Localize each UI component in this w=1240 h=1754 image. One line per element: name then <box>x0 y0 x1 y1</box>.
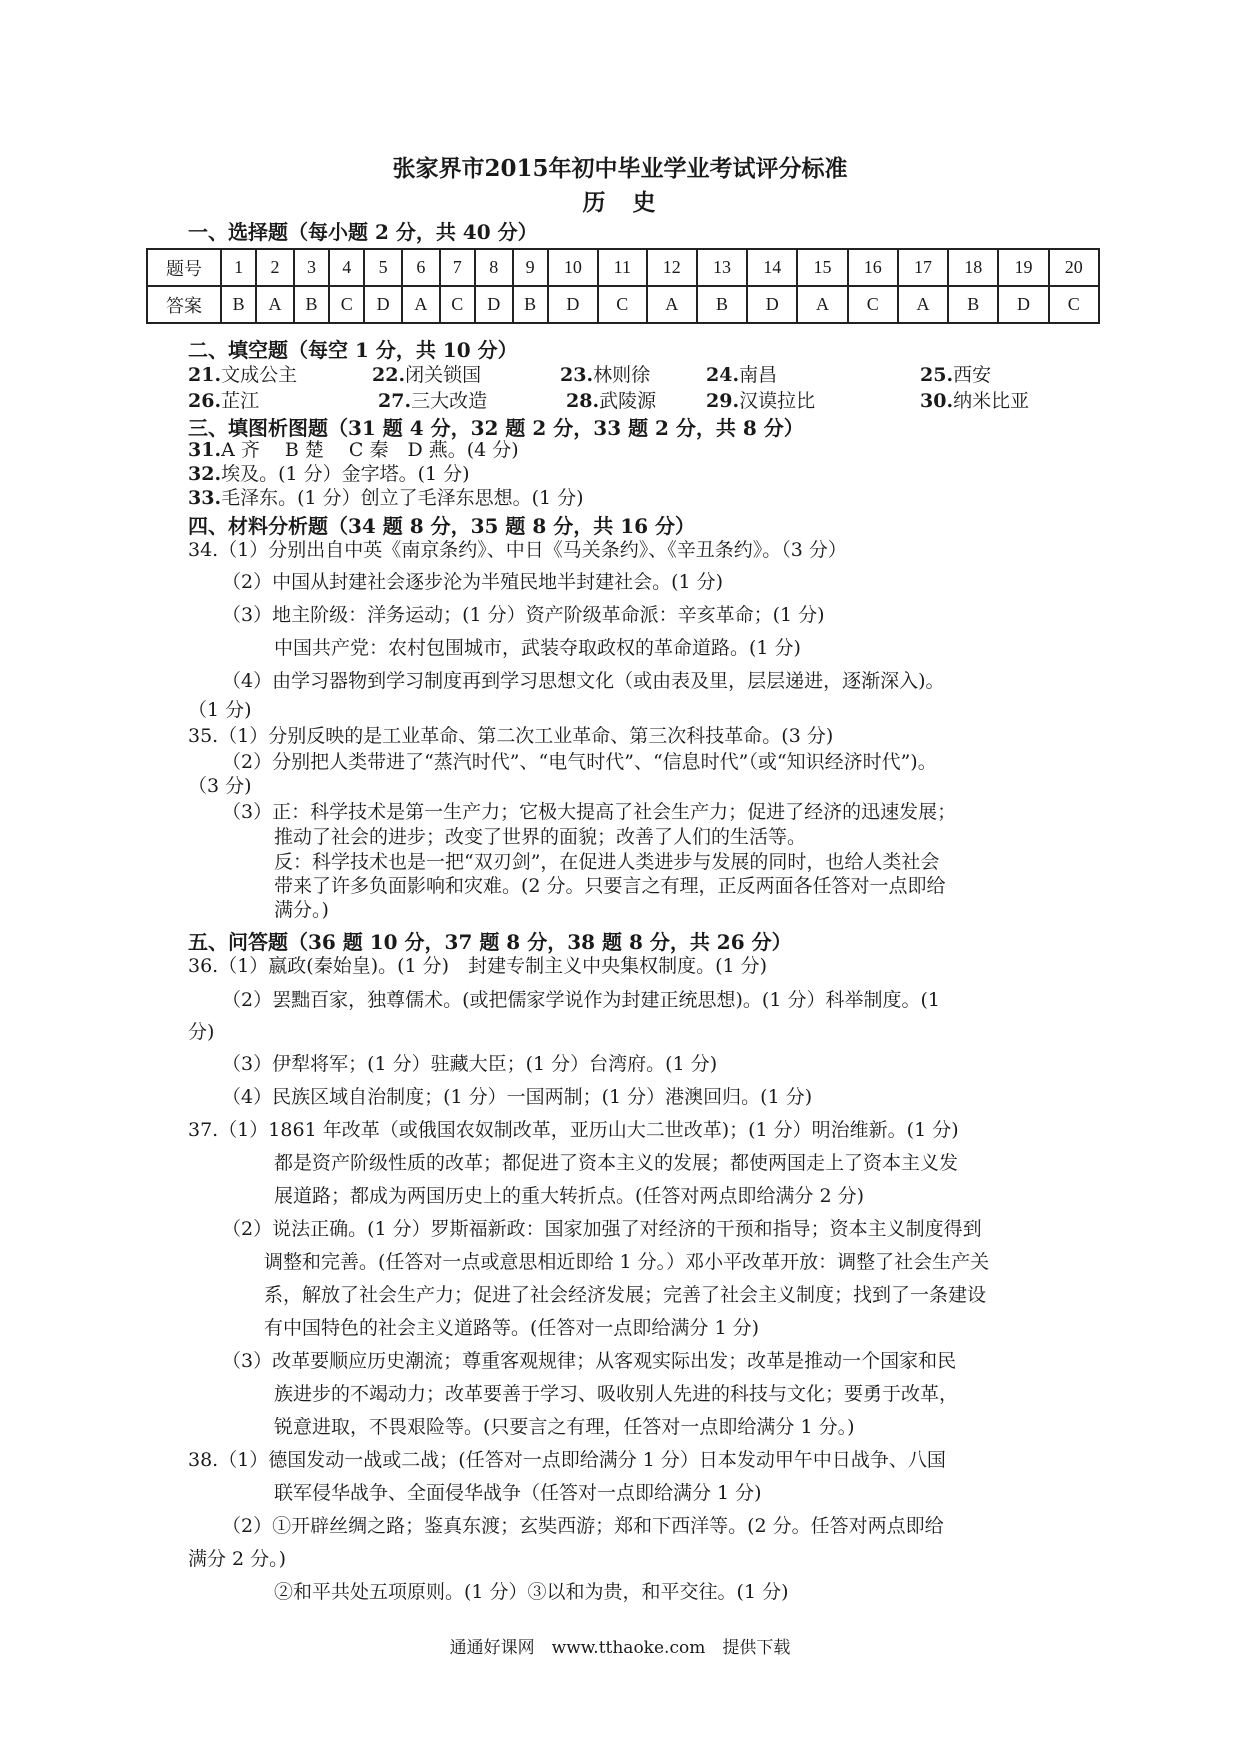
answer-cell: B <box>221 286 256 323</box>
answer-cell: C <box>848 286 898 323</box>
section3-heading: 三、填图析图题（31 题 4 分，32 题 2 分，33 题 2 分，共 8 分） <box>188 416 804 440</box>
question-number: 18 <box>948 249 998 286</box>
answer-cell: A <box>402 286 440 323</box>
answer-cell: B <box>294 286 329 323</box>
answer-line: 联军侵华战争、全面侵华战争（任答对一点即给满分 1 分) <box>274 1482 762 1504</box>
answer-line: 35.（1）分别反映的是工业革命、第二次工业革命、第三次科技革命。(3 分) <box>188 725 834 747</box>
question-number: 4 <box>329 249 364 286</box>
answer-line: （2）罢黜百家，独尊儒术。(或把儒家学说作为封建正统思想)。(1 分）科举制度。(1 <box>222 989 940 1011</box>
answer-cell: B <box>948 286 998 323</box>
fill-answer: 文成公主 <box>221 364 298 386</box>
fill-item <box>920 360 991 387</box>
fill-item <box>188 386 259 413</box>
answer-line: （4）由学习器物到学习制度再到学习思想文化（或由表及里，层层递进，逐渐深入)。 <box>222 670 945 692</box>
answer-cell: D <box>548 286 598 323</box>
question-number: 3 <box>294 249 329 286</box>
fill-answer: 三大改造 <box>411 390 488 412</box>
row-label-answer: 答案 <box>147 286 221 323</box>
fill-answer: 芷江 <box>221 390 260 412</box>
answer-line: 带来了许多负面影响和灾难。(2 分。只要言之有理，正反两面各任答对一点即给 <box>274 875 946 897</box>
answer-line: （2）中国从封建社会逐步沦为半殖民地半封建社会。(1 分) <box>222 571 724 593</box>
answer-line: （2）①开辟丝绸之路；鉴真东渡；玄奘西游；郑和下西洋等。(2 分。任答对两点即给 <box>222 1515 944 1537</box>
answer-cell: B <box>513 286 548 323</box>
row-label-question: 题号 <box>147 249 221 286</box>
question-number: 20 <box>1049 249 1099 286</box>
answer-line: 锐意进取，不畏艰险等。(只要言之有理，任答对一点即给满分 1 分。) <box>274 1416 855 1438</box>
answer-line: 34.（1）分别出自中英《南京条约》、中日《马关条约》、《辛丑条约》。（3 分） <box>188 539 847 561</box>
document-title: 张家界市2015年初中毕业学业考试评分标准 <box>392 155 848 182</box>
answer-line: 分) <box>188 1021 215 1043</box>
answer-line: （3）正：科学技术是第一生产力；它极大提高了社会生产力；促进了经济的迅速发展； <box>222 801 957 823</box>
fill-item <box>372 360 481 387</box>
question-number: 15 <box>797 249 847 286</box>
answer-line: 系，解放了社会生产力；促进了社会经济发展；完善了社会主义制度；找到了一条建设 <box>264 1284 987 1306</box>
q31-answer: A 齐 B 楚 C 秦 D 燕。(4 分) <box>221 439 519 461</box>
section4-heading: 四、材料分析题（34 题 8 分，35 题 8 分，共 16 分） <box>188 514 696 538</box>
answer-cell: A <box>797 286 847 323</box>
fill-num: 24. <box>706 364 740 386</box>
q32-num: 32. <box>188 463 222 485</box>
q31-line <box>188 438 519 462</box>
answer-line: 有中国特色的社会主义道路等。(任答对一点即给满分 1 分) <box>264 1317 759 1339</box>
question-number: 10 <box>548 249 598 286</box>
fill-answer: 汉谟拉比 <box>739 390 816 412</box>
answer-cell: C <box>598 286 647 323</box>
answer-cell: D <box>747 286 797 323</box>
answer-line: （4）民族区域自治制度；(1 分）一国两制；(1 分）港澳回归。(1 分) <box>222 1086 813 1108</box>
fill-item <box>188 360 297 387</box>
answer-line: 38.（1）德国发动一战或二战；(任答对一点即给满分 1 分）日本发动甲午中日战争、八国 <box>188 1449 946 1471</box>
answer-line: 满分。) <box>274 899 329 921</box>
answer-row <box>147 286 1099 323</box>
fill-answer: 纳米比亚 <box>953 390 1030 412</box>
fill-num: 29. <box>706 390 740 412</box>
fill-num: 30. <box>920 390 954 412</box>
question-number: 1 <box>221 249 256 286</box>
answer-line: 展道路；都成为两国历史上的重大转折点。(任答对两点即给满分 2 分) <box>274 1185 864 1207</box>
answer-line: 族进步的不竭动力；改革要善于学习、吸收别人先进的科技与文化；要勇于改革， <box>274 1383 959 1405</box>
q32-line <box>188 462 470 486</box>
question-number: 9 <box>513 249 548 286</box>
question-number: 2 <box>256 249 294 286</box>
q32-answer: 埃及。(1 分）金字塔。(1 分) <box>221 463 470 485</box>
fill-num: 27. <box>378 390 412 412</box>
question-number: 6 <box>402 249 440 286</box>
q31-num: 31. <box>188 439 222 461</box>
fill-answer: 西安 <box>953 364 992 386</box>
question-number: 16 <box>848 249 898 286</box>
fill-num: 21. <box>188 364 222 386</box>
answer-line: （3）地主阶级：洋务运动；(1 分）资产阶级革命派：辛亥革命；(1 分) <box>222 604 825 626</box>
answer-line: 反：科学技术也是一把“双刃剑”，在促进人类进步与发展的同时，也给人类社会 <box>274 851 940 873</box>
answer-line: （3 分) <box>188 775 252 797</box>
question-number: 14 <box>747 249 797 286</box>
answer-cell: B <box>697 286 747 323</box>
footer-credit: 通通好课网 www.tthaoke.com 提供下载 <box>449 1638 791 1658</box>
question-number: 7 <box>440 249 475 286</box>
section2-heading: 二、填空题（每空 1 分，共 10 分） <box>188 338 518 362</box>
fill-num: 25. <box>920 364 954 386</box>
fill-item <box>706 386 815 413</box>
answer-cell: D <box>475 286 513 323</box>
fill-item <box>378 386 487 413</box>
fill-answer: 闭关锁国 <box>405 364 482 386</box>
q33-answer: 毛泽东。(1 分）创立了毛泽东思想。(1 分) <box>221 487 584 509</box>
fill-num: 23. <box>560 364 594 386</box>
subject-title: 历 史 <box>582 189 658 216</box>
fill-num: 28. <box>566 390 600 412</box>
section1-heading: 一、选择题（每小题 2 分，共 40 分） <box>188 220 538 244</box>
answer-line: 推动了社会的进步；改变了世界的面貌；改善了人们的生活等。 <box>274 826 807 848</box>
question-number: 5 <box>364 249 402 286</box>
answer-cell: D <box>998 286 1048 323</box>
question-number: 17 <box>898 249 948 286</box>
question-number: 13 <box>697 249 747 286</box>
answer-line: 中国共产党：农村包围城市，武装夺取政权的革命道路。(1 分) <box>274 637 801 659</box>
answer-cell: C <box>440 286 475 323</box>
section5-heading: 五、问答题（36 题 10 分，37 题 8 分，38 题 8 分，共 26 分） <box>188 930 792 954</box>
answer-cell: C <box>1049 286 1099 323</box>
answer-cell: A <box>898 286 948 323</box>
fill-answer: 林则徐 <box>593 364 651 386</box>
answer-cell: D <box>364 286 402 323</box>
answer-cell: A <box>256 286 294 323</box>
fill-item <box>560 360 650 387</box>
answer-line: 满分 2 分。) <box>188 1548 287 1570</box>
question-number: 8 <box>475 249 513 286</box>
answer-line: （2）分别把人类带进了“蒸汽时代”、“电气时代”、“信息时代”（或“知识经济时代”)。 <box>222 751 937 773</box>
q33-line <box>188 486 584 510</box>
answer-line: 37.（1）1861 年改革（或俄国农奴制改革，亚历山大二世改革)；(1 分）明治维新。(1 分) <box>188 1119 959 1141</box>
question-number: 11 <box>598 249 647 286</box>
answer-cell: A <box>647 286 697 323</box>
fill-item <box>920 386 1029 413</box>
answer-line: 调整和完善。(任答对一点或意思相近即给 1 分。）邓小平改革开放：调整了社会生产关 <box>264 1251 990 1273</box>
q33-num: 33. <box>188 487 222 509</box>
fill-answer: 南昌 <box>739 364 778 386</box>
answer-line: （3）伊犁将军；(1 分）驻藏大臣；(1 分）台湾府。(1 分) <box>222 1053 718 1075</box>
fill-item <box>566 386 656 413</box>
question-number: 19 <box>998 249 1048 286</box>
answer-line: （3）改革要顺应历史潮流；尊重客观规律；从客观实际出发；改革是推动一个国家和民 <box>222 1350 957 1372</box>
fill-num: 22. <box>372 364 406 386</box>
answer-cell: C <box>329 286 364 323</box>
answer-line: 都是资产阶级性质的改革；都促进了资本主义的发展；都使两国走上了资本主义发 <box>274 1152 959 1174</box>
answer-line: （1 分) <box>188 699 252 721</box>
answer-table <box>146 248 1100 324</box>
question-number: 12 <box>647 249 697 286</box>
answer-line: 36.（1）嬴政(秦始皇)。(1 分) 封建专制主义中央集权制度。(1 分) <box>188 955 768 977</box>
answer-line: （2）说法正确。(1 分）罗斯福新政：国家加强了对经济的干预和指导；资本主义制度得到 <box>222 1218 982 1240</box>
question-number-row <box>147 249 1099 286</box>
fill-answer: 武陵源 <box>599 390 657 412</box>
fill-num: 26. <box>188 390 222 412</box>
answer-line: ②和平共处五项原则。(1 分）③以和为贵，和平交往。(1 分) <box>274 1581 789 1603</box>
fill-item <box>706 360 777 387</box>
